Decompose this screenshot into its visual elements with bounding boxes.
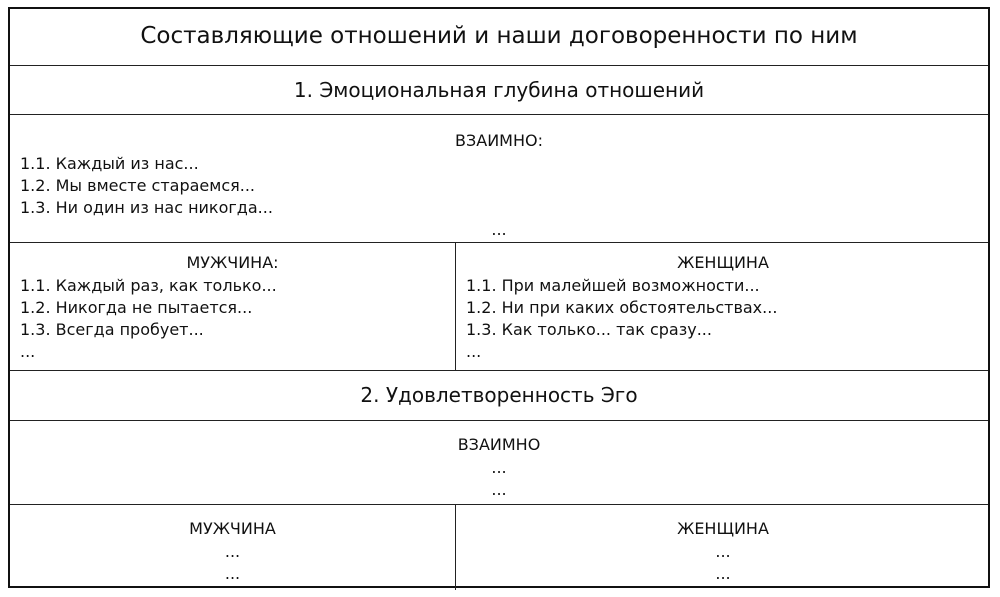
woman-item-1-2: 1.2. Ни при каких обстоятельствах... bbox=[466, 298, 778, 317]
woman-cell-1 bbox=[456, 243, 990, 370]
man-cell-1 bbox=[10, 243, 456, 370]
section-heading-1: 1. Эмоциональная глубина отношений bbox=[10, 66, 988, 115]
woman-cell-2 bbox=[456, 505, 990, 590]
mutual-ellipsis-1: ... bbox=[491, 220, 507, 239]
man-label-1: МУЖЧИНА: bbox=[186, 253, 279, 272]
man-item-1-2: 1.2. Никогда не пытается... bbox=[20, 298, 253, 317]
mutual-item-1-2: 1.2. Мы вместе стараемся... bbox=[20, 176, 256, 195]
woman-label-1: ЖЕНЩИНА bbox=[677, 253, 769, 272]
woman-label-2: ЖЕНЩИНА bbox=[677, 519, 769, 538]
mutual-item-1-3: 1.3. Ни один из нас никогда... bbox=[20, 198, 273, 217]
mutual-cell-1 bbox=[10, 115, 988, 243]
mutual-cell-2 bbox=[10, 421, 988, 505]
section-heading-2: 2. Удовлетворенность Эго bbox=[10, 371, 988, 421]
agreements-table bbox=[8, 7, 990, 588]
man-label-2: МУЖЧИНА bbox=[189, 519, 276, 538]
man-line-2-1: ... bbox=[224, 542, 241, 561]
man-item-1-3: 1.3. Всегда пробует... bbox=[20, 320, 204, 339]
woman-item-1-4: ... bbox=[466, 342, 482, 361]
man-item-1-4: ... bbox=[20, 342, 36, 361]
table-title: Составляющие отношений и наши договоренности по ним bbox=[10, 9, 988, 66]
man-item-1-1: 1.1. Каждый раз, как только... bbox=[20, 276, 277, 295]
man-line-2-2: ... bbox=[224, 564, 241, 583]
split-row-2 bbox=[10, 505, 988, 590]
mutual-line-2-1: ... bbox=[491, 458, 507, 477]
mutual-label-1: ВЗАИМНО: bbox=[455, 131, 543, 150]
split-row-1 bbox=[10, 243, 988, 371]
woman-line-2-2: ... bbox=[715, 564, 731, 583]
man-cell-2 bbox=[10, 505, 456, 590]
mutual-item-1-1: 1.1. Каждый из нас... bbox=[20, 154, 199, 173]
woman-item-1-1: 1.1. При малейшей возможности... bbox=[466, 276, 760, 295]
woman-line-2-1: ... bbox=[715, 542, 731, 561]
mutual-line-2-2: ... bbox=[491, 480, 507, 499]
mutual-label-2: ВЗАИМНО bbox=[457, 435, 541, 454]
woman-item-1-3: 1.3. Как только... так сразу... bbox=[466, 320, 712, 339]
